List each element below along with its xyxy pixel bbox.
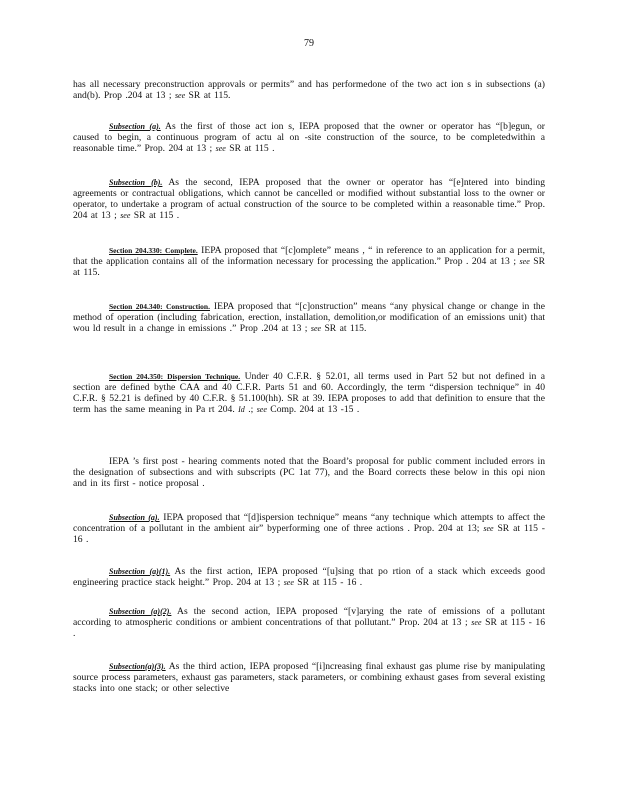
paragraph-subsection-b xyxy=(73,177,545,221)
paragraph-subsection-a xyxy=(73,121,545,154)
see-signal: see xyxy=(483,524,494,533)
paragraph-text: IEPA proposed that “[d]ispersion technique” means “any technique which attempts to affect the concentration of a pollutant in the ambient air” byperforming one of three actions . Prop. 204 at 13; xyxy=(73,512,546,534)
paragraph-heading: Section 204.330: Complete. xyxy=(109,246,198,255)
paragraph-heading: Subsection (b). xyxy=(109,178,163,187)
paragraph-heading: Subsection(a)(3). xyxy=(109,662,166,671)
paragraph-citation: SR at 115 - 16 . xyxy=(293,577,363,588)
see-signal: see xyxy=(215,144,226,153)
paragraph-heading: Section 204.340: Construction. xyxy=(109,302,210,311)
paragraph-citation: SR at 115. xyxy=(185,90,231,101)
paragraph-subsection-a2 xyxy=(73,606,545,639)
paragraph-section-204-330 xyxy=(73,245,545,278)
see-signal: see xyxy=(519,257,530,266)
paragraph-subsection-a3 xyxy=(73,661,545,694)
paragraph-citation: SR at 115 - 16 . xyxy=(73,523,545,545)
paragraph-text: As the third action, IEPA proposed “[i]ncreasing final exhaust gas plume rise by manipulating source process parameters, exhaust gas parameters, stack parameters, or combining exhaust gases from several existing stacks into one stack; or other selective xyxy=(73,661,545,694)
paragraph-section-204-340 xyxy=(73,301,545,334)
see-signal: see xyxy=(283,578,294,587)
paragraph-citation: SR at 115 . xyxy=(130,210,180,221)
paragraph-heading: Subsection (a). xyxy=(109,513,160,522)
paragraph-heading: Subsection (a). xyxy=(109,122,161,131)
page-number: 79 xyxy=(304,38,314,49)
id-signal: Id xyxy=(238,405,245,414)
see-signal: see xyxy=(471,618,482,627)
paragraph-text-mid: .; xyxy=(244,404,254,415)
see-signal: see xyxy=(256,405,267,414)
paragraph-text: As the second, IEPA proposed that the owner or operator has “[e]ntered into binding agreements or contractual obligations, which cannot be cancelled or modified without substantial loss to the owner or operator, to undertake a program of actual construction of the source to be completed within a reasonable time.” Prop. 204 at 13 ; xyxy=(73,177,545,221)
paragraph-subsection-a1 xyxy=(73,566,545,588)
paragraph-citation: SR at 115. xyxy=(73,256,545,278)
paragraph-post-hearing-comments xyxy=(73,456,545,489)
paragraph-heading: Section 204.350: Dispersion Technique. xyxy=(109,372,241,381)
see-signal: see xyxy=(174,91,186,100)
paragraph-citation: SR at 115 . xyxy=(225,143,275,154)
paragraph-text: IEPA ’s first post - hearing comments noted that the Board’s proposal for public comment included errors in the designation of subsections and with subscripts (PC 1at 77), and the Board corrects these below in this opi nion and in its first - notice proposal . xyxy=(73,456,545,489)
paragraph-citation: SR at 115. xyxy=(321,323,367,334)
paragraph-intro-continuation xyxy=(73,79,545,101)
see-signal: see xyxy=(120,211,131,220)
paragraph-heading: Subsection (a)(1). xyxy=(109,567,171,576)
paragraph-section-204-350 xyxy=(73,371,545,415)
paragraph-text: As the first of those act ion s, IEPA proposed that the owner or operator has “[b]egun, or caused to begin, a continuous program of actu al on -site construction of the source, to be completedwithin a reasonable time.” Prop. 204 at 13 ; xyxy=(73,121,545,154)
paragraph-citation: SR at 115 - 16 . xyxy=(73,617,545,639)
paragraph-subsection-a-dispersion xyxy=(73,512,545,545)
paragraph-text: As the first action, IEPA proposed “[u]sing that po rtion of a stack which exceeds good engineering practice stack height.” Prop. 204 at 13 ; xyxy=(73,566,545,588)
paragraph-text: IEPA proposed that “[c]omplete” means , “ in reference to an application for a permit, that the application contains all of the information necessary for processing the application.” Prop . 204 at 13 ; xyxy=(73,245,545,267)
paragraph-heading: Subsection (a)(2). xyxy=(109,607,172,616)
paragraph-text: IEPA proposed that “[c]onstruction” means “any physical change or change in the method of operation (including fabrication, erection, installation, demolition,or modification of an emissions unit) that wou ld result in a change in emissions .” Prop .204 at 13 ; xyxy=(73,301,545,334)
paragraph-text: has all necessary preconstruction approvals or permits” and has performedone of the two act ion s in subsections (a) and(b). Prop .204 at 13 ; xyxy=(73,79,545,101)
paragraph-citation: Comp. 204 at 13 -15 . xyxy=(266,404,360,415)
paragraph-text: Under 40 C.F.R. § 52.01, all terms used in Part 52 but not defined in a section are defined bythe CAA and 40 C.F.R. Parts 51 and 60. Accordingly, the term “dispersion technique” in 40 C.F.R. § 52.21 is defined by 40 C.F.R. § 51.100(hh). SR at 39. IEPA proposes to add that definition to ensure that the term has the same meaning in Pa rt 204. xyxy=(73,371,545,415)
see-signal: see xyxy=(310,324,322,333)
paragraph-text: As the second action, IEPA proposed “[v]arying the rate of emissions of a pollutant according to atmospheric conditions or ambient concentrations of that pollutant.” Prop. 204 at 13 ; xyxy=(73,606,545,628)
